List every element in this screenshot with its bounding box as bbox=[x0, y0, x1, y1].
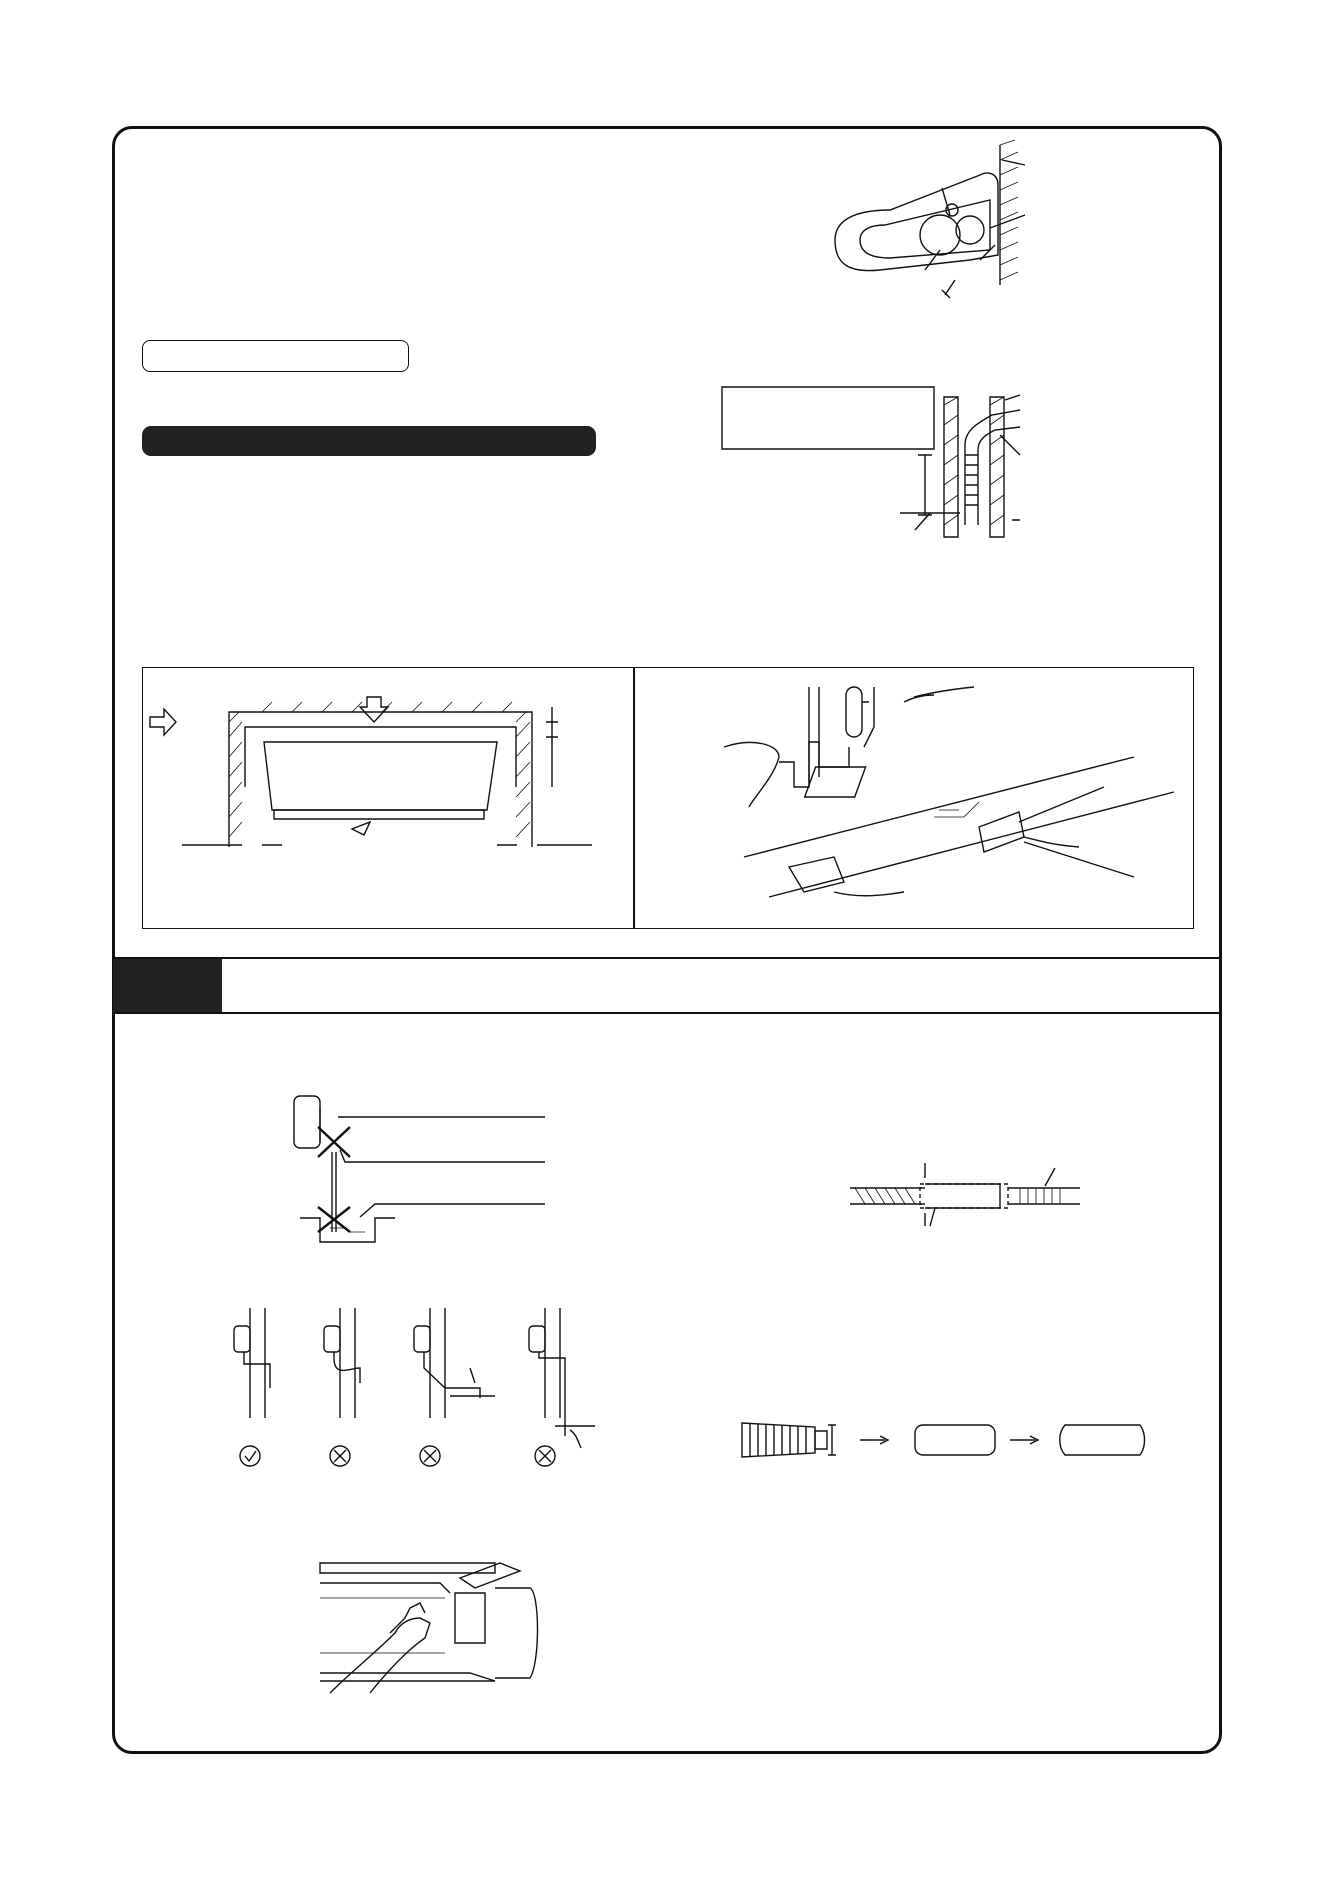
hose-extension-joint-figure bbox=[850, 1158, 1080, 1228]
unit-side-view-figure bbox=[830, 140, 1060, 310]
option-3 bbox=[414, 1308, 495, 1466]
drain-pan-water-test-figure bbox=[320, 1563, 560, 1693]
mounting-detail-figure bbox=[634, 667, 1194, 929]
section-header-bar bbox=[113, 957, 1221, 1014]
option-4 bbox=[529, 1308, 595, 1466]
drain-routing-options-figure bbox=[220, 1308, 600, 1468]
wall-hole-hose-figure bbox=[720, 385, 1020, 550]
option-1 bbox=[234, 1308, 270, 1466]
section-number-tab bbox=[113, 959, 222, 1012]
hose-adapter-sequence-figure bbox=[740, 1415, 1145, 1465]
section-label-outline bbox=[142, 340, 409, 372]
option-2 bbox=[324, 1308, 360, 1466]
drain-improper-height-figure bbox=[290, 1092, 550, 1240]
section-label-dark bbox=[142, 426, 596, 456]
clearance-figure bbox=[142, 667, 634, 929]
